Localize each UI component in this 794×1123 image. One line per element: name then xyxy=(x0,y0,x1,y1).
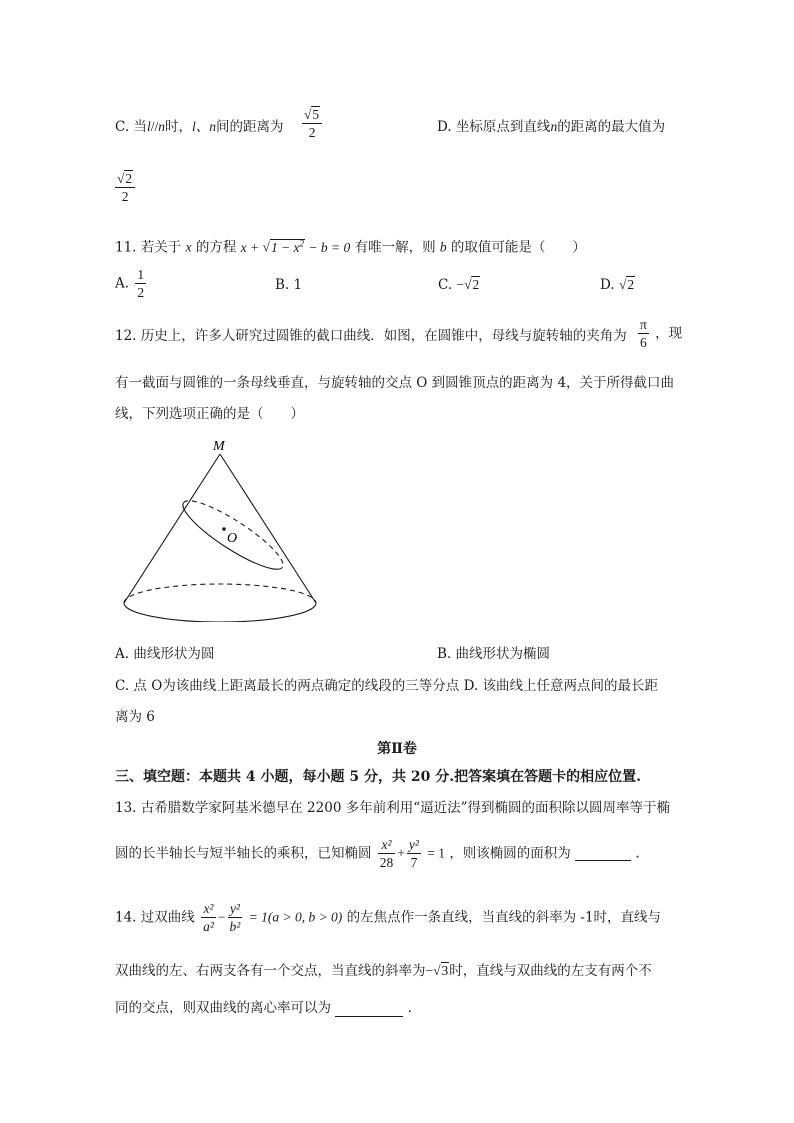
q12-option-a: A. 曲线形状为圆 xyxy=(115,646,215,662)
q12-line1: 12. 历史上，许多人研究过圆锥的截口曲线．如图，在圆锥中，母线与旋转轴的夹角为 xyxy=(115,328,627,344)
q10-option-c-fraction: $\frac{√5}{2}$ xyxy=(300,106,324,141)
cone-base-back xyxy=(124,584,316,603)
q14-answer-blank[interactable] xyxy=(335,1002,403,1017)
q11-equation: $x + √1 - x^2 - b = 0$ xyxy=(240,238,351,255)
q14-line1: 14. 过双曲线 $\frac{\text{x²}}{\text{a²}}$ − $\frac{\text{y²}}{\text{b²}}$ = 1(a > 0, b > 0) 的左焦点作一条直线，当直线的斜率为 -1时，直线与 xyxy=(115,901,662,934)
q11-option-a: A. $\frac{1}{2}$ xyxy=(115,267,145,300)
label-o: O xyxy=(227,531,238,546)
q12-line2: 有一截面与圆锥的一条母线垂直，与旋转轴的交点 O 到圆锥顶点的距离为 4，关于所得截口曲 xyxy=(115,375,675,391)
q10-option-d: D. 坐标原点到直线n的距离的最大值为 xyxy=(437,119,666,135)
section-title: 第Ⅱ卷 xyxy=(377,741,417,757)
q11-stem: 11. 若关于 x 的方程 $x + √1 - x^2 - b = 0$ 有唯一解，则 b 的取值可能是（ ） xyxy=(115,238,586,256)
cone-right-generator xyxy=(220,454,316,603)
cone-figure xyxy=(115,432,330,622)
q14-line2: 双曲线的左、右两支各有一个交点，当直线的斜率为−√3时，直线与双曲线的左支有两个不 xyxy=(115,963,652,979)
point-o-dot xyxy=(222,527,226,531)
q13-line1: 13. 古希腊数学家阿基米德早在 2200 多年前利用“逼近法”得到椭圆的面积除以圆周率等于椭 xyxy=(115,800,671,816)
q12-angle-fraction: $\frac{\pi}{6}$ ，现 xyxy=(640,317,683,350)
q13-answer-blank[interactable] xyxy=(575,846,631,861)
q11-option-b: B. 1 xyxy=(275,277,303,293)
q11-option-d: D. √2 xyxy=(600,277,635,293)
section-ellipse-back xyxy=(184,491,291,567)
q12-option-c-d: C. 点 O为该曲线上距离最长的两点确定的线段的三等分点 D. 该曲线上任意两点间的最长距 xyxy=(115,678,659,694)
section-heading: 三、填空题：本题共 4 小题，每小题 5 分，共 20 分.把答案填在答题卡的相应位置. xyxy=(115,769,641,785)
q10-option-d-fraction: $\frac{√2}{2}$ xyxy=(113,170,137,205)
cone-base-front xyxy=(124,603,316,622)
q11-option-c: C. −√2 xyxy=(438,277,480,293)
q10-option-c: C. 当l//n时，l、n间的距离为 xyxy=(115,119,284,135)
q13-line2: 圆的长半轴长与短半轴长的乘积，已知椭圆 $\frac{\text{x²}}{28}$ + $\frac{\text{y²}}{7}$ = 1 ，则该椭圆的面积为 . xyxy=(115,837,640,870)
q12-option-b: B. 曲线形状为椭圆 xyxy=(437,646,551,662)
q14-line3: 同的交点，则双曲线的离心率可以为 . xyxy=(115,1000,412,1016)
q12-option-d-cont: 离为 6 xyxy=(115,709,155,725)
cone-left-generator xyxy=(124,454,220,603)
q12-line3: 线，下列选项正确的是（ ） xyxy=(115,406,304,422)
label-m: M xyxy=(213,439,225,454)
